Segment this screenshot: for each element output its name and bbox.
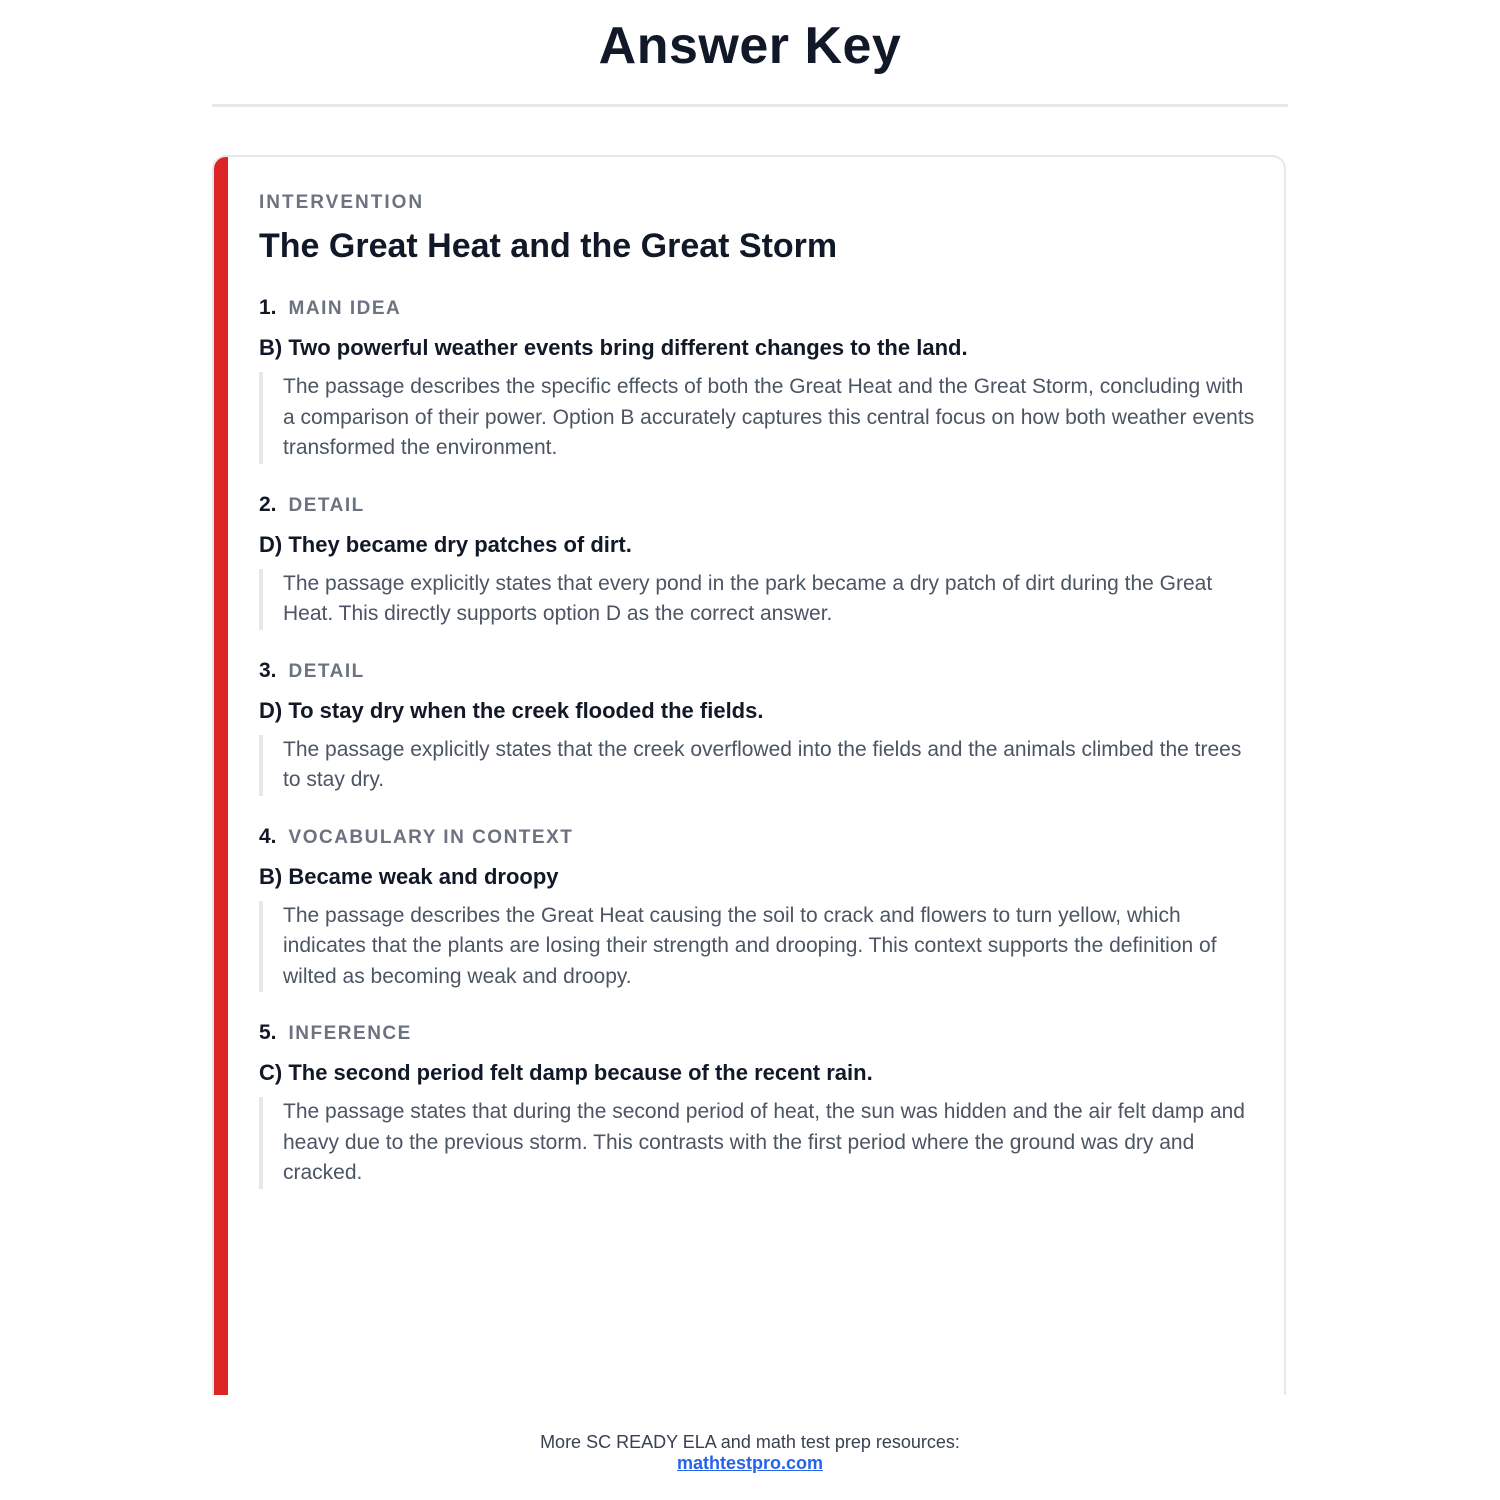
question-answer: D) They became dry patches of dirt.: [259, 531, 632, 557]
question-explanation: The passage explicitly states that the creek overflowed into the fields and the animals climbed the trees to stay dry.: [259, 735, 1259, 796]
question-explanation: The passage describes the specific effects of both the Great Heat and the Great Storm, concluding with a comparison of their power. Option B accurately captures this central focus on how both weather events transformed the environment.: [259, 372, 1259, 464]
question-item: [259, 295, 1259, 464]
question-number: 3.: [259, 658, 277, 682]
question-explanation: The passage explicitly states that every pond in the park became a dry patch of dirt during the Great Heat. This directly supports option D as the correct answer.: [259, 569, 1259, 630]
question-answer: C) The second period felt damp because of the recent rain.: [259, 1060, 873, 1085]
question-type: INFERENCE: [288, 1023, 412, 1044]
question-item: [259, 658, 1259, 796]
card-content: [259, 191, 1259, 1189]
question-number: 2.: [259, 492, 277, 516]
question-answer: D) To stay dry when the creek flooded the fields.: [259, 697, 764, 723]
story-title: The Great Heat and the Great Storm: [259, 227, 838, 265]
question-type: MAIN IDEA: [288, 298, 402, 319]
question-answer: B) Became weak and droopy: [259, 863, 559, 889]
category-label: INTERVENTION: [259, 192, 425, 213]
question-number: 4.: [259, 824, 277, 848]
footer-text: More SC READY ELA and math test prep resources:: [540, 1432, 960, 1452]
answer-key-card: [212, 155, 1286, 1395]
question-item: [259, 1020, 1259, 1189]
question-number: 5.: [259, 1021, 277, 1044]
footer: [0, 1432, 1500, 1474]
title-divider: [212, 104, 1288, 107]
footer-link[interactable]: mathtestpro.com: [676, 1453, 824, 1473]
question-answer: B) Two powerful weather events bring different changes to the land.: [259, 335, 968, 360]
question-type: VOCABULARY IN CONTEXT: [288, 826, 574, 848]
question-type: DETAIL: [288, 660, 365, 682]
question-explanation: The passage states that during the second period of heat, the sun was hidden and the air felt damp and heavy due to the previous storm. This contrasts with the first period where the ground was dry and cracked.: [259, 1097, 1259, 1189]
question-item: [259, 492, 1259, 630]
card-accent-bar: [214, 157, 228, 1395]
question-item: [259, 824, 1259, 993]
question-type: DETAIL: [288, 494, 365, 516]
question-number: 1.: [259, 296, 277, 319]
page-title: Answer Key: [598, 17, 902, 75]
question-explanation: The passage describes the Great Heat causing the soil to crack and flowers to turn yellow, which indicates that the plants are losing their strength and drooping. This context supports the definition of wilted as becoming weak and droopy.: [259, 901, 1259, 993]
